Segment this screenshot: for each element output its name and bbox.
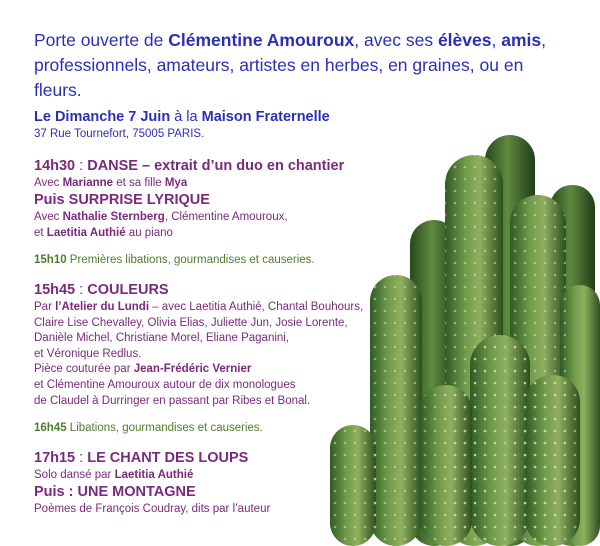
performer: Mya [164,176,188,189]
performer: Laetitia Authié [114,468,194,481]
intro [34,28,574,103]
text: – avec Laetitia Authié, Chantal Bouhours, [149,300,364,313]
couleurs-line-1 [34,300,454,316]
author: Jean-Frédéric Vernier [133,363,252,376]
intro-text: , [491,30,502,50]
performer: Laetitia Authié [46,226,126,239]
intro-text: , avec ses [354,30,438,50]
section-time: 15h45 [34,281,76,298]
section-time: 14h30 [34,157,76,174]
break-time: 15h10 [34,254,67,267]
venue-address: 37 Rue Tournefort, 75005 PARIS. [34,128,205,140]
section-loups-title [34,449,454,468]
host-name: Clémentine Amouroux [168,30,355,50]
text: Par [34,300,56,313]
troupe: l’Atelier du Lundi [55,300,150,313]
event-date: Le Dimanche 7 Juin [34,109,171,125]
montagne-title: Puis : UNE MONTAGNE [34,484,196,501]
text: Solo dansé par [34,468,115,481]
couleurs-line-3: Danièle Michel, Christiane Morel, Eliane Paganini, [34,332,290,345]
break-2 [34,421,454,437]
sep: : [75,281,88,298]
intro-text: Porte ouverte de [34,30,169,50]
couleurs-line-5 [34,362,454,378]
section-title: LE CHANT DES LOUPS [87,449,249,466]
break-1 [34,253,454,269]
couleurs-line-6: et Clémentine Amouroux autour de dix monologues [34,378,296,391]
intro-eleves: élèves [437,30,492,50]
text: , Clémentine Amouroux, [164,211,288,224]
lyrique-performers-1 [34,210,454,226]
danse-performers [34,176,454,192]
section-title: DANSE – extrait d’un duo en chantier [87,157,345,174]
intro-line-2: professionnels, amateurs, artistes en herbes, en graines, ou en fleurs. [34,55,524,100]
text: Avec [34,176,63,189]
venue-text: à la [170,109,202,125]
text: Avec [34,211,63,224]
intro-text: , [541,30,546,50]
venue-name: Maison Fraternelle [201,109,330,125]
break-text: Libations, gourmandises et causeries. [66,422,263,435]
performer: Marianne [62,176,114,189]
section-time: 17h15 [34,449,76,466]
text: au piano [125,226,173,239]
venue-line [34,108,454,127]
section-title: COULEURS [87,281,169,298]
sep: : [75,157,88,174]
couleurs-line-4: et Véronique Redlus. [34,347,142,360]
couleurs-line-7: de Claudel à Durringer en passant par Ribes et Bonal. [34,394,311,407]
montagne-line: Poèmes de François Coudray, dits par l’auteur [34,503,271,516]
break-text: Premières libations, gourmandises et causeries. [66,254,315,267]
text: Pièce couturée par [34,363,134,376]
text: et [34,226,47,239]
intro-amis: amis [501,30,542,50]
sep: : [75,449,88,466]
break-time: 16h45 [34,422,67,435]
couleurs-line-2: Claire Lise Chevalley, Olivia Elias, Juliette Jun, Josie Lorente, [34,316,348,329]
intro-line-1 [34,28,574,53]
section-couleurs-title [34,281,454,300]
performer: Nathalie Sternberg [62,211,165,224]
surprise-lyrique-title: Puis SURPRISE LYRIQUE [34,192,210,209]
lyrique-performers-2 [34,226,454,242]
loups-performer [34,468,454,484]
text: et sa fille [113,176,165,189]
section-danse-title [34,157,454,176]
program [34,108,454,518]
